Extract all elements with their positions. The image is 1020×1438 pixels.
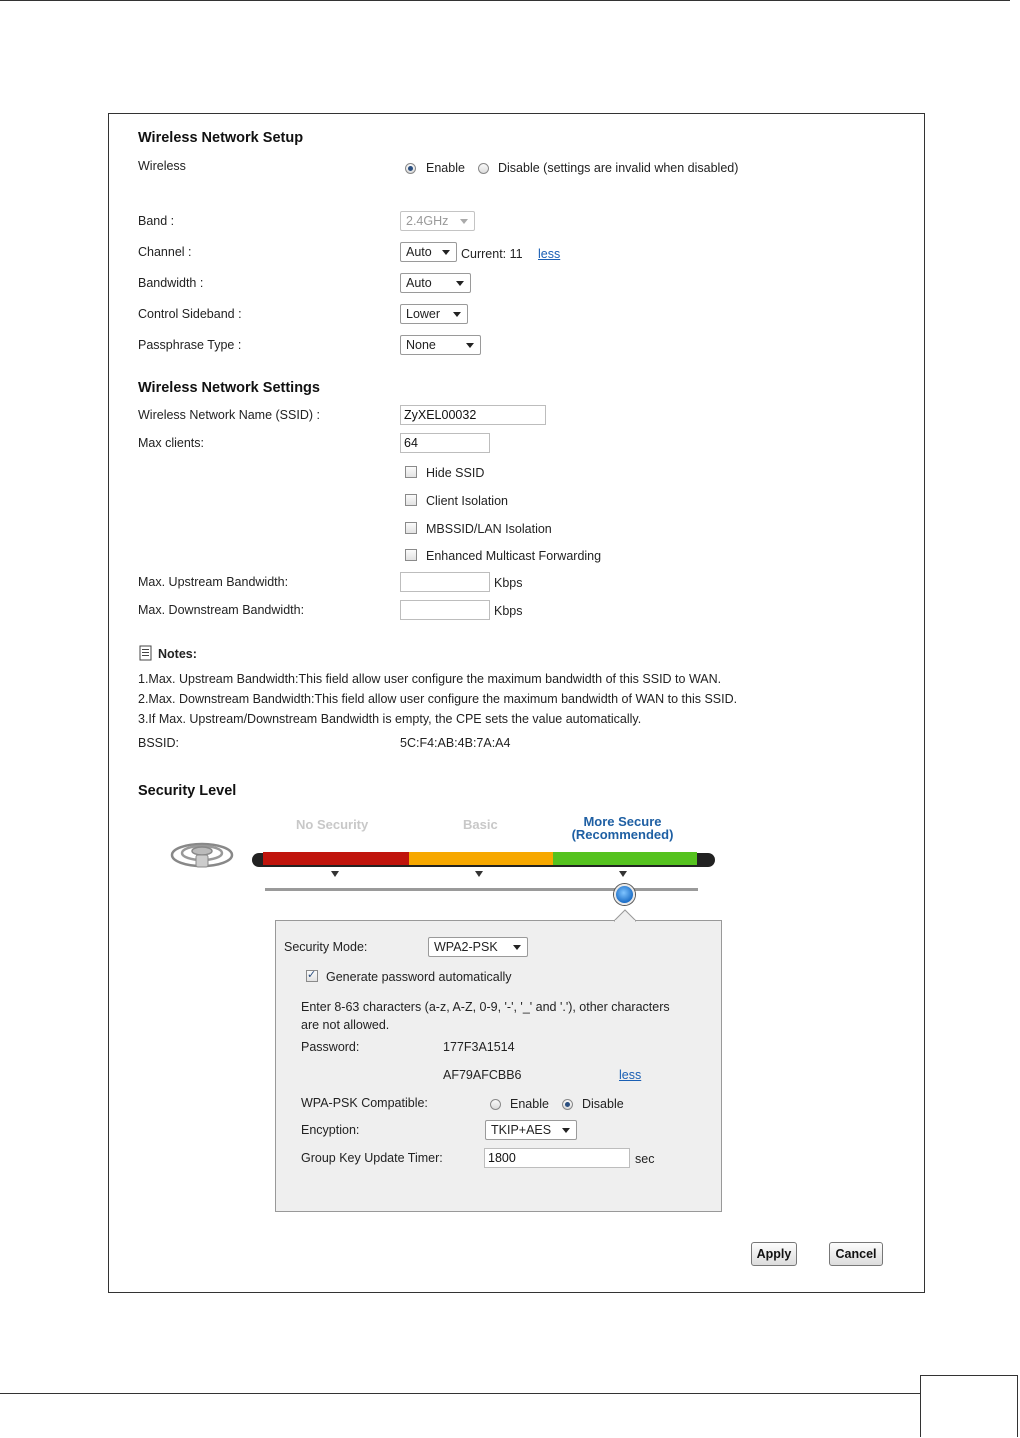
sideband-select[interactable] — [400, 304, 468, 324]
level-more-secure-line2: (Recommended) — [571, 827, 674, 842]
page-footer-rule — [0, 1393, 1010, 1394]
mbssid-isolation-label: MBSSID/LAN Isolation — [426, 522, 552, 536]
bandwidth-select[interactable] — [400, 273, 471, 293]
mbssid-isolation-checkbox[interactable] — [405, 522, 417, 534]
wpa-compat-enable-label: Enable — [510, 1097, 549, 1111]
security-box-pointer — [614, 909, 636, 922]
cancel-button[interactable]: Cancel — [829, 1242, 883, 1266]
group-key-unit: sec — [635, 1152, 655, 1166]
wireless-enable-label: Enable — [426, 161, 465, 175]
hide-ssid-checkbox[interactable] — [405, 466, 417, 478]
chevron-down-icon — [513, 945, 521, 950]
password-hint-line1: Enter 8-63 characters (a-z, A-Z, 0-9, '-', '_' and '.'), other characters — [301, 1000, 670, 1014]
level-basic[interactable]: Basic — [463, 817, 498, 832]
wpa-compat-enable-radio[interactable] — [490, 1099, 501, 1110]
level-more-secure-line1: More Secure — [583, 814, 662, 829]
level-marker-icon — [330, 870, 340, 878]
maxclients-input[interactable]: 64 — [400, 433, 490, 453]
notes-icon — [139, 645, 153, 661]
maxclients-label: Max clients: — [138, 436, 204, 450]
passphrase-select[interactable] — [400, 335, 481, 355]
wireless-enable-radio[interactable] — [405, 163, 416, 174]
wireless-label: Wireless — [138, 159, 186, 173]
multicast-label: Enhanced Multicast Forwarding — [426, 549, 602, 563]
notes-title: Notes: — [158, 647, 197, 661]
channel-select[interactable] — [400, 242, 457, 262]
wpa-compat-disable-radio[interactable] — [562, 1099, 573, 1110]
chevron-down-icon — [456, 281, 464, 286]
channel-value: Auto — [406, 245, 432, 259]
bssid-label: BSSID: — [138, 736, 179, 750]
security-bar-green — [553, 852, 697, 865]
chevron-down-icon — [460, 219, 468, 224]
band-value: 2.4GHz — [406, 214, 449, 228]
multicast-checkbox[interactable] — [405, 549, 417, 561]
settings-title: Wireless Network Settings — [138, 380, 320, 396]
channel-current: Current: 11 — [461, 247, 523, 261]
downstream-unit: Kbps — [494, 604, 523, 618]
security-mode-select[interactable] — [428, 937, 528, 957]
hide-ssid-label: Hide SSID — [426, 466, 485, 480]
apply-button[interactable]: Apply — [751, 1242, 797, 1266]
sideband-value: Lower — [406, 307, 441, 321]
channel-label: Channel : — [138, 245, 192, 259]
security-title: Security Level — [138, 783, 237, 799]
note-1: 1.Max. Upstream Bandwidth:This field allow user configure the maximum bandwidth of this SSID to WAN. — [138, 672, 722, 686]
encryption-value: TKIP+AES — [491, 1123, 552, 1137]
password-value-line1: 177F3A1514 — [443, 1040, 515, 1054]
password-less-link[interactable]: less — [619, 1068, 642, 1082]
wpa-compat-disable-label: Disable — [582, 1097, 624, 1111]
page-top-rule — [0, 0, 1010, 1]
bandwidth-value: Auto — [406, 276, 432, 290]
encryption-label: Encyption: — [301, 1123, 360, 1137]
password-label: Password: — [301, 1040, 360, 1054]
level-more-secure[interactable] — [560, 815, 685, 841]
chevron-down-icon — [453, 312, 461, 317]
generate-password-checkbox[interactable] — [306, 970, 318, 982]
passphrase-value: None — [406, 338, 436, 352]
level-no-security[interactable]: No Security — [296, 817, 369, 832]
bandwidth-label: Bandwidth : — [138, 276, 204, 290]
password-value-line2: AF79AFCBB6 — [443, 1068, 522, 1082]
downstream-label: Max. Downstream Bandwidth: — [138, 603, 305, 617]
client-isolation-checkbox[interactable] — [405, 494, 417, 506]
security-bar-orange — [409, 852, 553, 865]
generate-password-label: Generate password automatically — [326, 970, 512, 984]
upstream-unit: Kbps — [494, 576, 523, 590]
security-mode-value: WPA2-PSK — [434, 940, 498, 954]
upstream-label: Max. Upstream Bandwidth: — [138, 575, 289, 589]
encryption-select[interactable] — [485, 1120, 577, 1140]
bssid-value: 5C:F4:AB:4B:7A:A4 — [400, 736, 511, 750]
sideband-label: Control Sideband : — [138, 307, 242, 321]
downstream-input[interactable] — [400, 600, 490, 620]
level-marker-icon — [618, 870, 628, 878]
wpa-compat-label: WPA-PSK Compatible: — [301, 1096, 428, 1110]
setup-title: Wireless Network Setup — [138, 130, 304, 146]
wireless-disable-label: Disable (settings are invalid when disabled) — [498, 161, 739, 175]
note-2: 2.Max. Downstream Bandwidth:This field allow user configure the maximum bandwidth of WAN to this SSID. — [138, 692, 738, 706]
chevron-down-icon — [466, 343, 474, 348]
password-hint-line2: are not allowed. — [301, 1018, 390, 1032]
chevron-down-icon — [442, 250, 450, 255]
wireless-disable-radio[interactable] — [478, 163, 489, 174]
client-isolation-label: Client Isolation — [426, 494, 508, 508]
group-key-label: Group Key Update Timer: — [301, 1151, 443, 1165]
passphrase-label: Passphrase Type : — [138, 338, 242, 352]
group-key-input[interactable]: 1800 — [484, 1148, 630, 1168]
note-3: 3.If Max. Upstream/Downstream Bandwidth is empty, the CPE sets the value automatically. — [138, 712, 642, 726]
chevron-down-icon — [562, 1128, 570, 1133]
wireless-router-icon — [168, 833, 236, 873]
level-marker-icon — [474, 870, 484, 878]
page-number-box — [920, 1375, 1018, 1437]
security-mode-label: Security Mode: — [284, 940, 368, 954]
upstream-input[interactable] — [400, 572, 490, 592]
security-bar-red — [263, 852, 409, 865]
band-select[interactable] — [400, 211, 475, 231]
ssid-label: Wireless Network Name (SSID) : — [138, 408, 320, 422]
security-slider-handle[interactable] — [614, 884, 635, 905]
band-label: Band : — [138, 214, 175, 228]
security-details-box — [275, 920, 722, 1212]
channel-less-link[interactable]: less — [538, 247, 561, 261]
ssid-input[interactable]: ZyXEL00032 — [400, 405, 546, 425]
